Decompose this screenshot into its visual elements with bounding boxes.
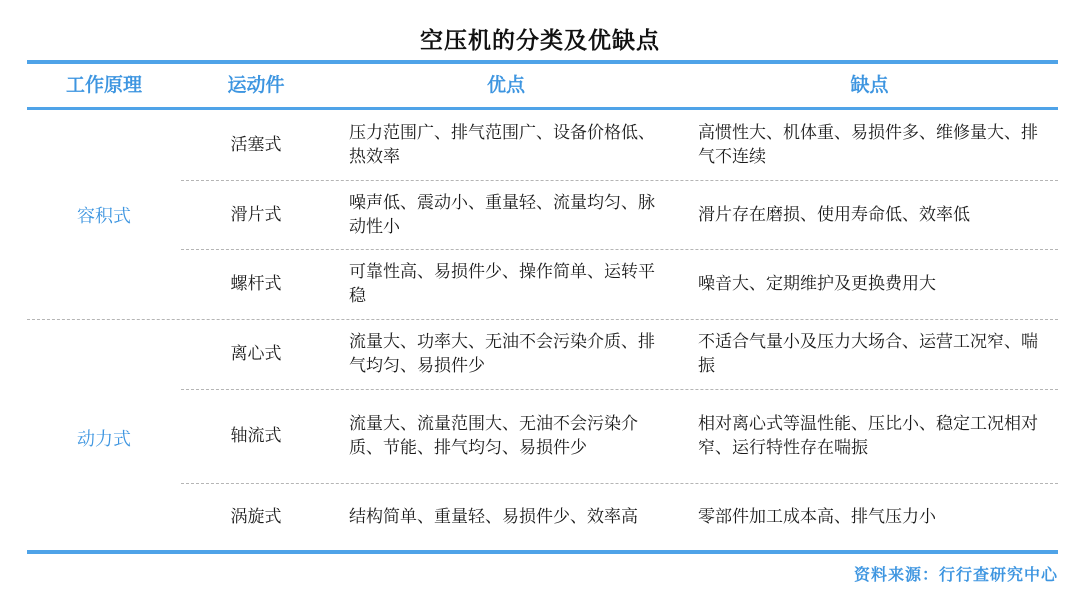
table-row — [0, 110, 1080, 180]
pros-cell: 流量大、流量范围大、无油不会污染介质、节能、排气均匀、易损件少 — [349, 414, 638, 458]
table-row — [0, 389, 1080, 483]
mover-cell: 离心式 — [230, 344, 282, 364]
mover-cell: 轴流式 — [230, 426, 282, 446]
header-principle: 工作原理 — [65, 74, 142, 96]
mover-cell: 活塞式 — [230, 135, 282, 155]
cons-cell: 噪音大、定期维护及更换费用大 — [698, 274, 936, 294]
table-row — [0, 483, 1080, 550]
table-row — [0, 319, 1080, 389]
cons-cell: 不适合气量小及压力大场合、运营工况窄、喘振 — [698, 332, 1038, 376]
header-pros: 优点 — [486, 74, 525, 96]
pros-cell: 流量大、功率大、无油不会污染介质、排气均匀、易损件少 — [349, 332, 655, 376]
bottom-rule — [27, 550, 1058, 554]
cons-cell: 高惯性大、机体重、易损件多、维修量大、排气不连续 — [698, 123, 1038, 167]
header-mover: 运动件 — [227, 74, 285, 96]
table-title: 空压机的分类及优缺点 — [420, 28, 660, 54]
cons-cell: 零部件加工成本高、排气压力小 — [698, 506, 936, 527]
cons-cell: 滑片存在磨损、使用寿命低、效率低 — [698, 204, 970, 225]
mover-cell: 涡旋式 — [230, 506, 282, 527]
table-row — [0, 180, 1080, 249]
pros-cell: 可靠性高、易损件少、操作简单、运转平稳 — [349, 262, 655, 306]
pros-cell: 结构简单、重量轻、易损件少、效率高 — [349, 506, 638, 527]
cons-cell: 相对离心式等温性能、压比小、稳定工况相对窄、运行特性存在喘振 — [698, 414, 1038, 458]
source-note: 资料来源：行行查研究中心 — [853, 565, 1058, 584]
pros-cell: 噪声低、震动小、重量轻、流量均匀、脉动性小 — [349, 192, 655, 237]
pros-cell: 压力范围广、排气范围广、设备价格低、热效率 — [349, 123, 655, 167]
group-label-volumetric: 容积式 — [77, 206, 131, 227]
mover-cell: 滑片式 — [230, 204, 282, 225]
group-label-dynamic: 动力式 — [77, 429, 131, 450]
header-cons: 缺点 — [850, 74, 889, 96]
table-row — [0, 249, 1080, 319]
mover-cell: 螺杆式 — [230, 274, 282, 294]
